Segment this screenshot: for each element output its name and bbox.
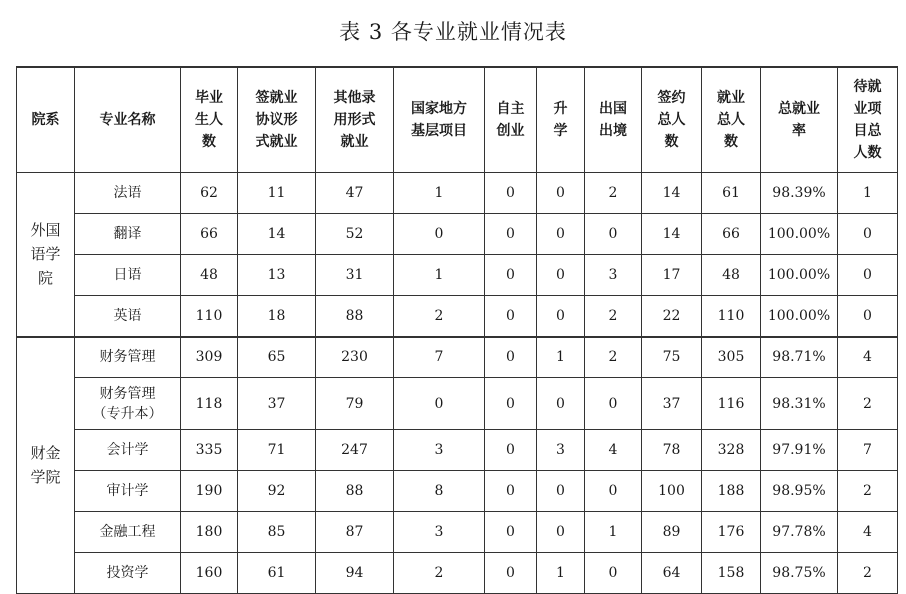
data-cell: 79 bbox=[316, 378, 394, 430]
data-cell: 328 bbox=[702, 430, 761, 471]
data-cell: 0 bbox=[485, 378, 537, 430]
data-cell: 0 bbox=[838, 296, 898, 337]
data-cell: 0 bbox=[537, 296, 585, 337]
data-cell: 1 bbox=[585, 512, 642, 553]
data-cell: 98.95% bbox=[761, 471, 838, 512]
cell-text: 就业 bbox=[717, 90, 745, 106]
data-cell: 3 bbox=[394, 512, 485, 553]
column-header bbox=[485, 67, 537, 173]
data-cell: 14 bbox=[238, 214, 316, 255]
data-cell: 0 bbox=[537, 471, 585, 512]
data-cell: 14 bbox=[642, 173, 702, 214]
data-cell: 3 bbox=[394, 430, 485, 471]
data-cell: 0 bbox=[485, 337, 537, 378]
data-cell: 0 bbox=[394, 214, 485, 255]
cell-text: 数 bbox=[202, 134, 216, 150]
data-cell: 118 bbox=[181, 378, 238, 430]
data-cell: 1 bbox=[537, 337, 585, 378]
cell-text: 翻译 bbox=[113, 226, 142, 242]
data-cell: 37 bbox=[238, 378, 316, 430]
cell-text: 用形式 bbox=[333, 112, 376, 128]
data-cell: 62 bbox=[181, 173, 238, 214]
cell-text: 升 bbox=[553, 101, 568, 117]
cell-text: 外国 bbox=[30, 221, 61, 240]
column-header bbox=[585, 67, 642, 173]
cell-text: 业项 bbox=[853, 101, 882, 117]
cell-text: 总就业 bbox=[778, 101, 820, 117]
data-cell: 0 bbox=[485, 512, 537, 553]
cell-text: 人数 bbox=[853, 145, 882, 161]
data-cell: 305 bbox=[702, 337, 761, 378]
cell-text: 院 bbox=[37, 269, 53, 288]
data-cell: 2 bbox=[585, 296, 642, 337]
cell-text: 数 bbox=[724, 134, 738, 150]
table-row bbox=[17, 471, 898, 512]
cell-text: 会计学 bbox=[106, 442, 149, 458]
table-row bbox=[17, 337, 898, 378]
major-cell bbox=[75, 214, 181, 255]
employment-table bbox=[16, 66, 898, 594]
data-cell: 47 bbox=[316, 173, 394, 214]
data-cell: 48 bbox=[702, 255, 761, 296]
cell-text: 毕业 bbox=[195, 90, 223, 106]
column-header bbox=[238, 67, 316, 173]
data-cell: 4 bbox=[838, 337, 898, 378]
data-cell: 87 bbox=[316, 512, 394, 553]
major-cell bbox=[75, 378, 181, 430]
data-cell: 2 bbox=[585, 337, 642, 378]
table-body bbox=[17, 173, 898, 594]
data-cell: 22 bbox=[642, 296, 702, 337]
cell-text: 数 bbox=[664, 134, 679, 150]
cell-text: 式就业 bbox=[255, 134, 298, 150]
data-cell: 0 bbox=[485, 430, 537, 471]
data-cell: 160 bbox=[181, 553, 238, 594]
cell-text: 财务管理 bbox=[99, 349, 156, 366]
data-cell: 335 bbox=[181, 430, 238, 471]
data-cell: 0 bbox=[485, 255, 537, 296]
cell-text: 总人 bbox=[717, 112, 745, 128]
cell-text: 日语 bbox=[113, 267, 142, 283]
data-cell: 188 bbox=[702, 471, 761, 512]
data-cell: 78 bbox=[642, 430, 702, 471]
cell-text: 学院 bbox=[30, 468, 61, 487]
cell-text: 语学 bbox=[30, 245, 61, 264]
cell-text: 出境 bbox=[599, 123, 627, 139]
data-cell: 116 bbox=[702, 378, 761, 430]
data-cell: 230 bbox=[316, 337, 394, 378]
data-cell: 309 bbox=[181, 337, 238, 378]
data-cell: 100.00% bbox=[761, 214, 838, 255]
data-cell: 0 bbox=[838, 214, 898, 255]
cell-text: 基层项目 bbox=[411, 123, 467, 139]
table-row bbox=[17, 296, 898, 337]
data-cell: 88 bbox=[316, 471, 394, 512]
data-cell: 89 bbox=[642, 512, 702, 553]
column-header bbox=[702, 67, 761, 173]
column-header bbox=[316, 67, 394, 173]
data-cell: 98.71% bbox=[761, 337, 838, 378]
cell-text: 其他录 bbox=[333, 90, 376, 106]
data-cell: 247 bbox=[316, 430, 394, 471]
data-cell: 100.00% bbox=[761, 255, 838, 296]
cell-text: 法语 bbox=[113, 185, 142, 201]
data-cell: 2 bbox=[585, 173, 642, 214]
data-cell: 94 bbox=[316, 553, 394, 594]
data-cell: 2 bbox=[838, 553, 898, 594]
data-cell: 0 bbox=[485, 553, 537, 594]
major-cell bbox=[75, 337, 181, 378]
cell-text: 率 bbox=[792, 123, 806, 139]
data-cell: 0 bbox=[585, 553, 642, 594]
table-row bbox=[17, 430, 898, 471]
data-cell: 1 bbox=[537, 553, 585, 594]
data-cell: 97.78% bbox=[761, 512, 838, 553]
data-cell: 98.39% bbox=[761, 173, 838, 214]
data-cell: 37 bbox=[642, 378, 702, 430]
column-header bbox=[17, 67, 75, 173]
data-cell: 4 bbox=[838, 512, 898, 553]
data-cell: 18 bbox=[238, 296, 316, 337]
data-cell: 0 bbox=[537, 214, 585, 255]
cell-text: 投资学 bbox=[106, 565, 149, 581]
data-cell: 100 bbox=[642, 471, 702, 512]
major-cell bbox=[75, 296, 181, 337]
data-cell: 110 bbox=[181, 296, 238, 337]
cell-text: 学 bbox=[553, 123, 568, 139]
data-cell: 7 bbox=[394, 337, 485, 378]
data-cell: 13 bbox=[238, 255, 316, 296]
data-cell: 52 bbox=[316, 214, 394, 255]
data-cell: 0 bbox=[394, 378, 485, 430]
column-header bbox=[838, 67, 898, 173]
column-header bbox=[75, 67, 181, 173]
data-cell: 1 bbox=[394, 255, 485, 296]
data-cell: 3 bbox=[585, 255, 642, 296]
data-cell: 61 bbox=[702, 173, 761, 214]
column-header bbox=[181, 67, 238, 173]
header-row bbox=[17, 67, 898, 173]
data-cell: 0 bbox=[537, 255, 585, 296]
cell-text: 协议形 bbox=[255, 112, 298, 128]
data-cell: 110 bbox=[702, 296, 761, 337]
data-cell: 97.91% bbox=[761, 430, 838, 471]
data-cell: 1 bbox=[838, 173, 898, 214]
cell-text: 自主 bbox=[496, 101, 525, 117]
table-row bbox=[17, 214, 898, 255]
college-cell bbox=[17, 337, 75, 594]
data-cell: 48 bbox=[181, 255, 238, 296]
cell-text: 英语 bbox=[113, 307, 142, 324]
data-cell: 0 bbox=[485, 214, 537, 255]
table-row bbox=[17, 173, 898, 214]
table-row bbox=[17, 553, 898, 594]
table-title: 表 3 各专业就业情况表 bbox=[339, 20, 567, 44]
data-cell: 0 bbox=[585, 471, 642, 512]
cell-text: 签就业 bbox=[255, 90, 298, 106]
cell-text: 专业名称 bbox=[99, 112, 156, 128]
data-cell: 180 bbox=[181, 512, 238, 553]
data-cell: 17 bbox=[642, 255, 702, 296]
cell-text: 审计学 bbox=[106, 483, 149, 499]
college-cell bbox=[17, 173, 75, 337]
cell-text: 生人 bbox=[195, 112, 223, 128]
data-cell: 98.31% bbox=[761, 378, 838, 430]
data-cell: 2 bbox=[838, 378, 898, 430]
data-cell: 158 bbox=[702, 553, 761, 594]
cell-text: 财金 bbox=[30, 444, 61, 463]
table-row bbox=[17, 378, 898, 430]
cell-text: 总人 bbox=[657, 112, 686, 128]
data-cell: 1 bbox=[394, 173, 485, 214]
data-cell: 0 bbox=[537, 512, 585, 553]
column-header bbox=[394, 67, 485, 173]
column-header bbox=[537, 67, 585, 173]
data-cell: 75 bbox=[642, 337, 702, 378]
data-cell: 0 bbox=[537, 378, 585, 430]
cell-text: 签约 bbox=[657, 90, 686, 106]
cell-text: 财务管理 bbox=[99, 385, 156, 402]
table-row bbox=[17, 255, 898, 296]
cell-text: 待就 bbox=[853, 79, 882, 95]
data-cell: 66 bbox=[181, 214, 238, 255]
table-row bbox=[17, 512, 898, 553]
major-cell bbox=[75, 512, 181, 553]
data-cell: 71 bbox=[238, 430, 316, 471]
data-cell: 2 bbox=[838, 471, 898, 512]
data-cell: 2 bbox=[394, 296, 485, 337]
data-cell: 0 bbox=[838, 255, 898, 296]
data-cell: 0 bbox=[585, 214, 642, 255]
data-cell: 85 bbox=[238, 512, 316, 553]
data-cell: 7 bbox=[838, 430, 898, 471]
cell-text: 金融工程 bbox=[99, 524, 156, 540]
data-cell: 2 bbox=[394, 553, 485, 594]
major-cell bbox=[75, 173, 181, 214]
data-cell: 8 bbox=[394, 471, 485, 512]
cell-text: 国家地方 bbox=[411, 101, 467, 117]
column-header bbox=[642, 67, 702, 173]
cell-text: 院系 bbox=[31, 112, 60, 128]
data-cell: 4 bbox=[585, 430, 642, 471]
cell-text: 出国 bbox=[599, 101, 627, 117]
data-cell: 61 bbox=[238, 553, 316, 594]
major-cell bbox=[75, 471, 181, 512]
data-cell: 66 bbox=[702, 214, 761, 255]
data-cell: 14 bbox=[642, 214, 702, 255]
data-cell: 11 bbox=[238, 173, 316, 214]
data-cell: 64 bbox=[642, 553, 702, 594]
data-cell: 31 bbox=[316, 255, 394, 296]
data-cell: 3 bbox=[537, 430, 585, 471]
data-cell: 0 bbox=[485, 471, 537, 512]
data-cell: 0 bbox=[537, 173, 585, 214]
cell-text: 创业 bbox=[496, 123, 525, 139]
data-cell: 190 bbox=[181, 471, 238, 512]
data-cell: 176 bbox=[702, 512, 761, 553]
column-header bbox=[761, 67, 838, 173]
cell-text: 目总 bbox=[853, 123, 882, 139]
data-cell: 98.75% bbox=[761, 553, 838, 594]
cell-text: 就业 bbox=[340, 134, 369, 150]
data-cell: 0 bbox=[585, 378, 642, 430]
major-cell bbox=[75, 553, 181, 594]
cell-text: （专升本） bbox=[92, 405, 163, 422]
major-cell bbox=[75, 430, 181, 471]
major-cell bbox=[75, 255, 181, 296]
data-cell: 0 bbox=[485, 173, 537, 214]
data-cell: 100.00% bbox=[761, 296, 838, 337]
data-cell: 92 bbox=[238, 471, 316, 512]
data-cell: 88 bbox=[316, 296, 394, 337]
data-cell: 65 bbox=[238, 337, 316, 378]
data-cell: 0 bbox=[485, 296, 537, 337]
